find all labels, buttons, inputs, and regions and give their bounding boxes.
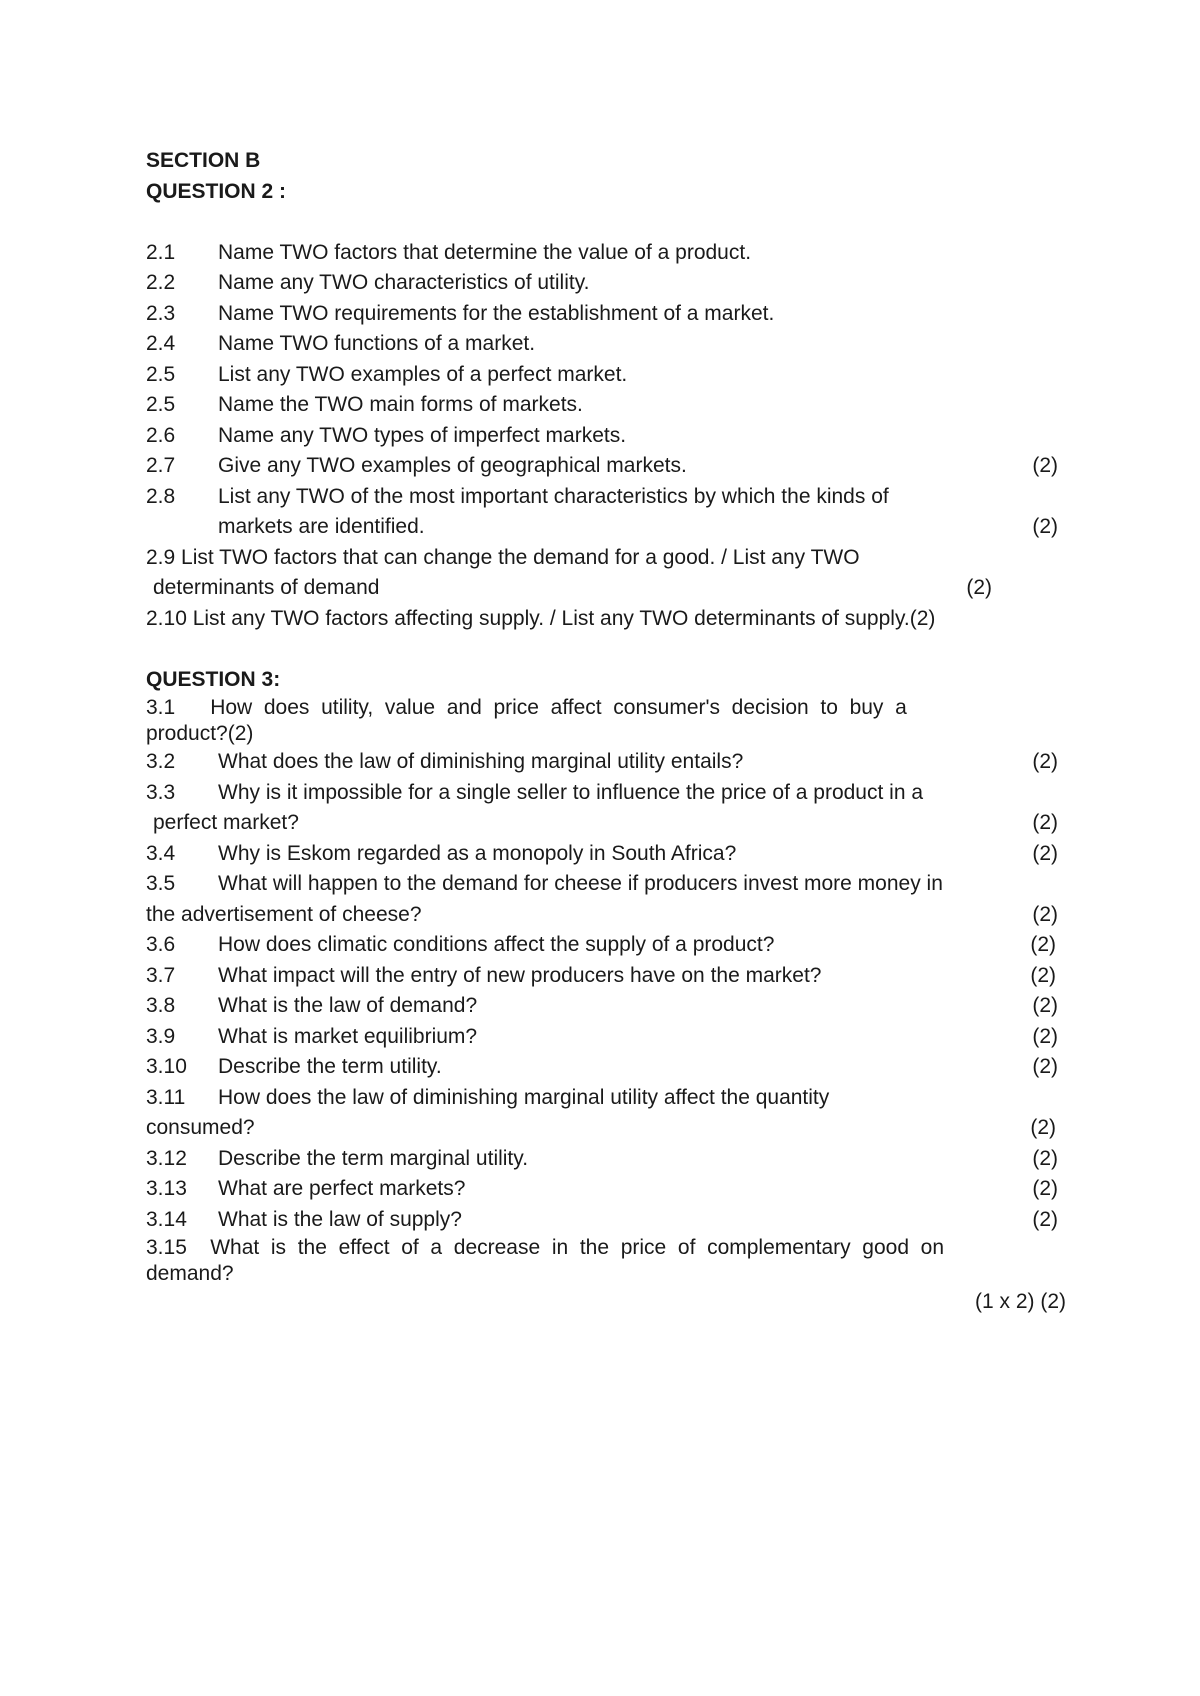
item-number: 3.12 [146,1146,187,1170]
question-item [146,1174,1066,1205]
mark-allocation: (2) [1032,994,1058,1017]
item-number: 2.3 [146,301,176,325]
item-number: 2.8 [146,484,176,508]
item-text: Name any TWO characteristics of utility. [218,271,590,294]
mark-allocation: (2) [1032,1146,1058,1170]
question-item [146,961,1066,992]
question-item [146,1022,1066,1053]
item-text: How does climatic conditions affect the supply of a product? [218,933,775,956]
item-number: 2.4 [146,332,176,355]
item-number: 2.2 [146,271,176,294]
item-text: Name any TWO types of imperfect markets. [218,423,627,447]
item-number: 3.3 [146,780,176,804]
mark-allocation: (2) [1032,841,1058,865]
item-number: 3.2 [146,750,176,773]
item-number: 3.9 [146,1024,176,1048]
question-item-continuation: demand? [146,1262,234,1285]
item-text: What is market equilibrium? [218,1024,478,1048]
mark-allocation: (2) [1030,933,1056,956]
mark-allocation: (2) [1032,1024,1058,1048]
question-item [146,747,1066,778]
question-item [146,604,1066,635]
item-number: 3.10 [146,1055,187,1078]
document-page [146,146,1066,1318]
mark-allocation: (2) [1030,963,1056,987]
question-item [146,482,1066,513]
question-item [146,299,1066,330]
question-item [146,268,1066,299]
mark-allocation: (2) [1032,1177,1058,1200]
question-item [146,839,1066,870]
item-text: List any TWO of the most important characteristics by which the kinds of [218,484,889,508]
question-2-title: QUESTION 2 : [146,179,287,203]
item-text: Describe the term utility. [218,1055,442,1078]
question-item [146,329,1066,360]
item-number: 2.5 [146,393,176,416]
item-number: 2.6 [146,423,176,447]
question-item: 3.1 How does utility, value and price affect consumer's decision to buy a [146,696,907,719]
question-item [146,238,1066,269]
spacer [146,207,1066,238]
total-mark-allocation: (1 x 2) (2) [974,1290,1066,1313]
question-item [146,930,1066,961]
question-item [146,451,1066,482]
mark-allocation: (2) [1032,902,1058,926]
item-text: What will happen to the demand for cheese if producers invest more money in [218,872,943,895]
question-item [146,1052,1066,1083]
item-text: markets are identified. [218,515,425,538]
item-text: How does the law of diminishing marginal utility affect the quantity [218,1085,830,1109]
question-item [146,421,1066,452]
section-title: SECTION B [146,149,261,172]
item-text: Why is it impossible for a single seller to influence the price of a product in a [218,780,924,804]
question-item-continuation [146,573,1066,604]
item-number: 2.5 [146,362,176,386]
item-number: 3.13 [146,1177,187,1200]
question-item-continuation [146,512,1066,543]
item-text: What is the law of supply? [218,1207,462,1231]
question-item [146,991,1066,1022]
mark-allocation: (2) [1032,454,1058,477]
question-item [146,543,1066,574]
mark-allocation: (2) [1032,1207,1058,1231]
question-item [146,1083,1066,1114]
question-item: 3.15 What is the effect of a decrease in the price of complementary good on [146,1236,945,1259]
item-text: Give any TWO examples of geographical markets. [218,454,687,477]
item-text: consumed? [146,1116,255,1139]
question-item [146,869,1066,900]
item-text: the advertisement of cheese? [146,902,422,926]
question-item [146,390,1066,421]
question-item-continuation [146,900,1066,931]
question-item [146,1205,1066,1236]
question-item-continuation: product?(2) [146,722,254,745]
item-text: What are perfect markets? [218,1177,466,1200]
item-number: 3.4 [146,841,176,865]
mark-allocation: (2) [1032,515,1058,538]
item-text: What is the law of demand? [218,994,478,1017]
item-text: Name TWO factors that determine the value of a product. [218,240,752,264]
spacer [146,634,1066,665]
item-text: determinants of demand [153,576,380,599]
item-text: What impact will the entry of new producers have on the market? [218,963,822,987]
item-text: Describe the term marginal utility. [218,1146,529,1170]
mark-allocation: (2) [1032,1055,1058,1078]
item-text: 2.10 List any TWO factors affecting supply. / List any TWO determinants of supply.(2) [146,606,936,630]
item-text: Name TWO requirements for the establishment of a market. [218,301,775,325]
item-text: 2.9 List TWO factors that can change the demand for a good. / List any TWO [146,545,860,569]
mark-allocation: (2) [966,576,992,599]
item-text: Name TWO functions of a market. [218,332,536,355]
item-number: 3.11 [146,1085,186,1109]
question-item-continuation [146,808,1066,839]
question-item [146,778,1066,809]
item-text: perfect market? [153,811,299,834]
question-item [146,360,1066,391]
item-number: 2.7 [146,454,176,477]
mark-allocation: (2) [1032,811,1058,834]
item-number: 3.14 [146,1207,187,1231]
item-text: What does the law of diminishing marginal utility entails? [218,750,744,773]
item-number: 3.8 [146,994,176,1017]
question-item-continuation [146,1113,1066,1144]
item-number: 3.6 [146,933,176,956]
item-text: Why is Eskom regarded as a monopoly in South Africa? [218,841,737,865]
mark-allocation: (2) [1032,750,1058,773]
item-text: List any TWO examples of a perfect market. [218,362,628,386]
item-number: 2.1 [146,240,176,264]
item-number: 3.7 [146,963,176,987]
question-3-title: QUESTION 3: [146,667,281,691]
item-text: Name the TWO main forms of markets. [218,393,583,416]
mark-allocation: (2) [1030,1116,1056,1139]
item-number: 3.5 [146,872,176,895]
question-item [146,1144,1066,1175]
